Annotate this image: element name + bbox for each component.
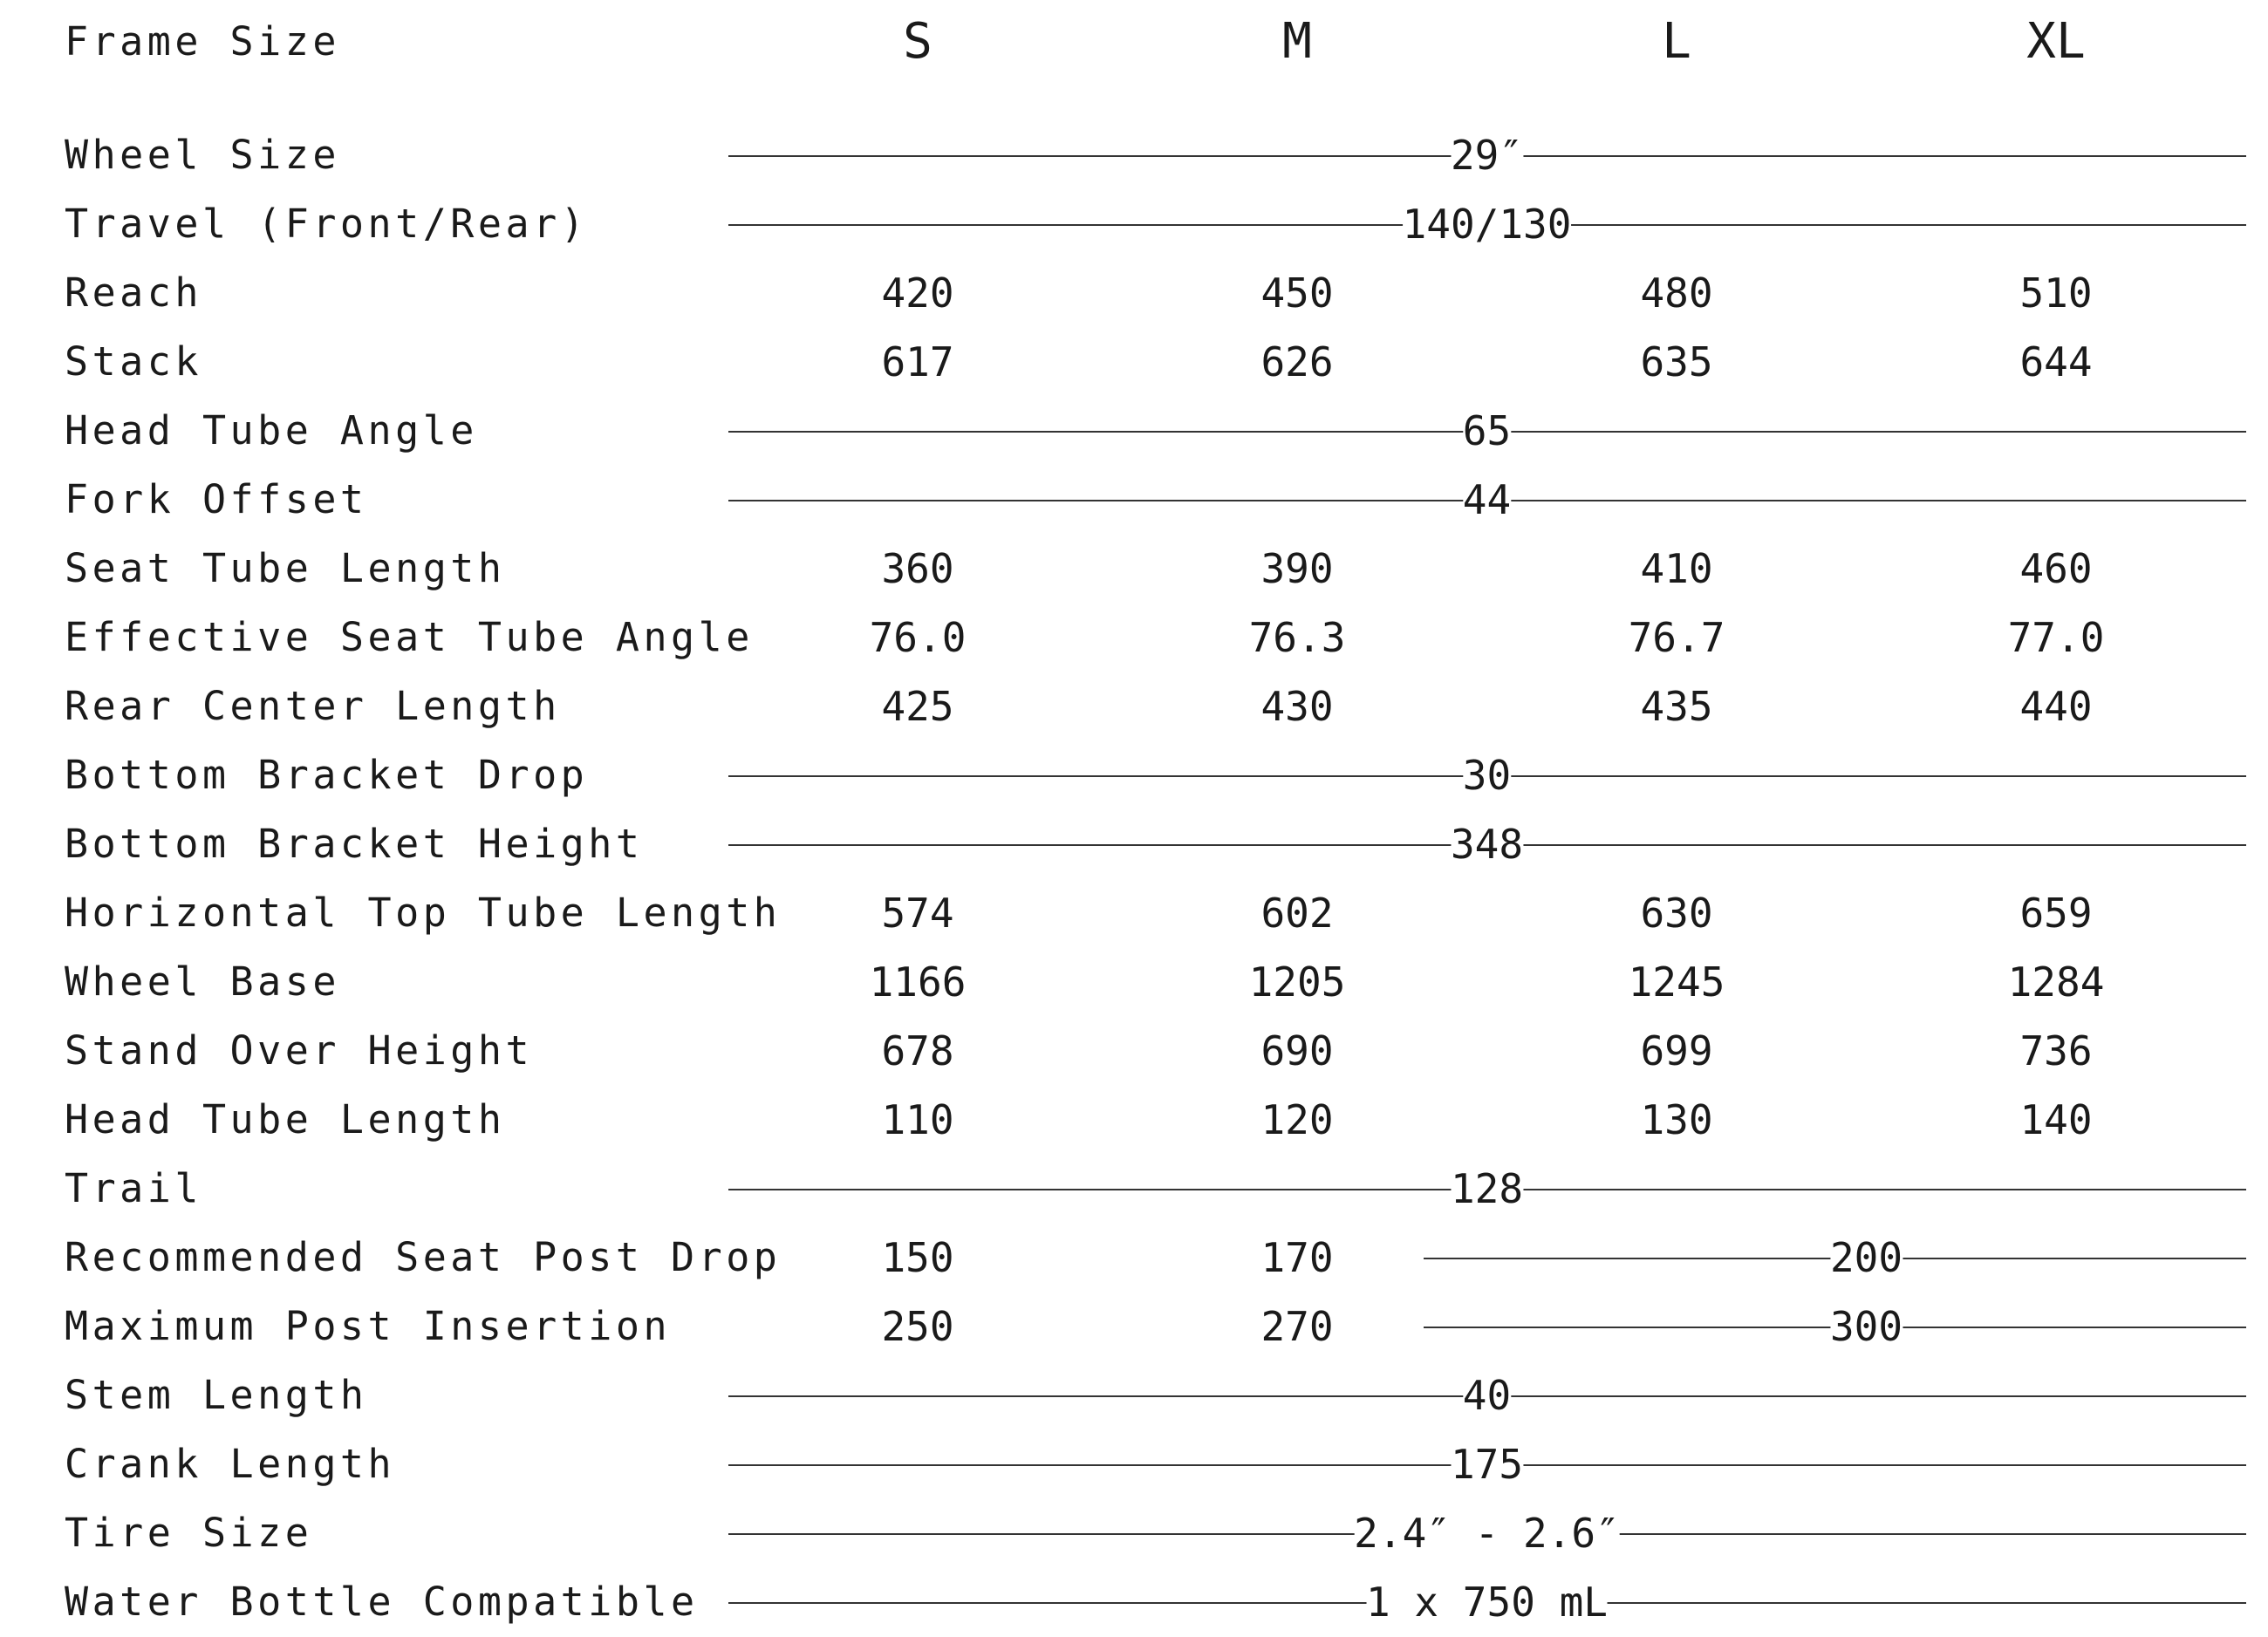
value-cell: 76.0 — [870, 603, 967, 672]
header-row — [0, 7, 2268, 77]
value-cell: 450 — [1260, 258, 1333, 328]
row-label: Effective Seat Tube Angle — [65, 614, 754, 660]
row-crank-length — [0, 1429, 2268, 1499]
row-head-tube-length — [0, 1085, 2268, 1155]
value-cell: 40 — [1463, 1361, 1511, 1430]
row-wheel-size — [0, 120, 2268, 190]
row-stem-length — [0, 1361, 2268, 1430]
row-label: Reach — [65, 269, 202, 316]
row-rear-center-length — [0, 672, 2268, 741]
row-tire-size — [0, 1498, 2268, 1568]
value-cell: 617 — [881, 327, 953, 397]
row-stand-over-height — [0, 1016, 2268, 1086]
value-cell: 678 — [881, 1016, 953, 1086]
row-label: Wheel Base — [65, 958, 340, 1005]
row-recommended-seat-post-drop — [0, 1223, 2268, 1293]
row-label: Travel (Front/Rear) — [65, 201, 589, 247]
row-water-bottle-compatible — [0, 1567, 2268, 1637]
row-label: Wheel Size — [65, 132, 340, 178]
value-cell: 736 — [2019, 1016, 2092, 1086]
value-cell: 460 — [2019, 534, 2092, 604]
value-cell: 630 — [1640, 878, 1712, 948]
value-cell: 77.0 — [2008, 603, 2105, 672]
value-cell: 200 — [1830, 1223, 1903, 1293]
value-cell: 140/130 — [1403, 189, 1572, 259]
value-cell: 1245 — [1629, 947, 1725, 1017]
value-cell: 574 — [881, 878, 953, 948]
value-cell: 1205 — [1249, 947, 1346, 1017]
row-label: Trail — [65, 1165, 202, 1211]
value-cell: 120 — [1260, 1085, 1333, 1155]
row-label: Water Bottle Compatible — [65, 1579, 699, 1625]
row-label: Stand Over Height — [65, 1027, 534, 1074]
row-horizontal-top-tube-length — [0, 878, 2268, 948]
row-label: Stem Length — [65, 1372, 368, 1418]
value-cell: 425 — [881, 672, 953, 741]
value-cell: 626 — [1260, 327, 1333, 397]
value-cell: 175 — [1451, 1429, 1523, 1499]
value-cell: 510 — [2019, 258, 2092, 328]
row-label: Tire Size — [65, 1510, 313, 1556]
value-cell: 76.7 — [1629, 603, 1725, 672]
value-cell: 602 — [1260, 878, 1333, 948]
value-cell: 390 — [1260, 534, 1333, 604]
row-head-tube-angle — [0, 396, 2268, 466]
value-cell: 44 — [1463, 465, 1511, 535]
value-cell: 150 — [881, 1223, 953, 1293]
size-s-heading: S — [903, 7, 932, 77]
value-cell: 1284 — [2008, 947, 2105, 1017]
value-cell: 410 — [1640, 534, 1712, 604]
value-cell: 360 — [881, 534, 953, 604]
row-reach — [0, 258, 2268, 328]
row-bottom-bracket-drop — [0, 740, 2268, 810]
row-wheel-base — [0, 947, 2268, 1017]
value-cell: 1 x 750 mL — [1366, 1567, 1608, 1637]
value-cell: 690 — [1260, 1016, 1333, 1086]
row-label: Bottom Bracket Height — [65, 821, 644, 867]
row-label: Rear Center Length — [65, 683, 561, 729]
row-label: Maximum Post Insertion — [65, 1303, 672, 1349]
row-label: Head Tube Angle — [65, 407, 478, 454]
value-cell: 644 — [2019, 327, 2092, 397]
row-fork-offset — [0, 465, 2268, 535]
row-label: Horizontal Top Tube Length — [65, 890, 782, 936]
value-cell: 430 — [1260, 672, 1333, 741]
value-cell: 1166 — [870, 947, 967, 1017]
value-cell: 2.4″ - 2.6″ — [1354, 1498, 1620, 1568]
row-label: Bottom Bracket Drop — [65, 752, 589, 798]
value-cell: 170 — [1260, 1223, 1333, 1293]
frame-size-label: Frame Size — [65, 18, 340, 65]
row-bottom-bracket-height — [0, 809, 2268, 879]
value-cell: 635 — [1640, 327, 1712, 397]
row-travel-front-rear — [0, 189, 2268, 259]
row-maximum-post-insertion — [0, 1292, 2268, 1361]
value-cell: 440 — [2019, 672, 2092, 741]
row-label: Stack — [65, 338, 202, 385]
row-seat-tube-length — [0, 534, 2268, 604]
row-label: Seat Tube Length — [65, 545, 506, 591]
row-label: Head Tube Length — [65, 1096, 506, 1142]
value-cell: 110 — [881, 1085, 953, 1155]
value-cell: 130 — [1640, 1085, 1712, 1155]
row-trail — [0, 1154, 2268, 1224]
size-xl-heading: XL — [2026, 7, 2085, 77]
row-stack — [0, 327, 2268, 397]
row-effective-seat-tube-angle — [0, 603, 2268, 672]
value-cell: 348 — [1451, 809, 1523, 879]
value-cell: 270 — [1260, 1292, 1333, 1361]
value-cell: 659 — [2019, 878, 2092, 948]
value-cell: 300 — [1830, 1292, 1903, 1361]
size-l-heading: L — [1662, 7, 1691, 77]
value-cell: 699 — [1640, 1016, 1712, 1086]
value-cell: 420 — [881, 258, 953, 328]
value-cell: 29″ — [1451, 120, 1523, 190]
value-cell: 128 — [1451, 1154, 1523, 1224]
value-cell: 76.3 — [1249, 603, 1346, 672]
size-m-heading: M — [1282, 7, 1312, 77]
value-cell: 435 — [1640, 672, 1712, 741]
value-cell: 250 — [881, 1292, 953, 1361]
row-label: Crank Length — [65, 1441, 396, 1487]
row-label: Recommended Seat Post Drop — [65, 1234, 782, 1280]
value-cell: 140 — [2019, 1085, 2092, 1155]
value-cell: 480 — [1640, 258, 1712, 328]
value-cell: 65 — [1463, 396, 1511, 466]
value-cell: 30 — [1463, 740, 1511, 810]
row-label: Fork Offset — [65, 476, 368, 522]
